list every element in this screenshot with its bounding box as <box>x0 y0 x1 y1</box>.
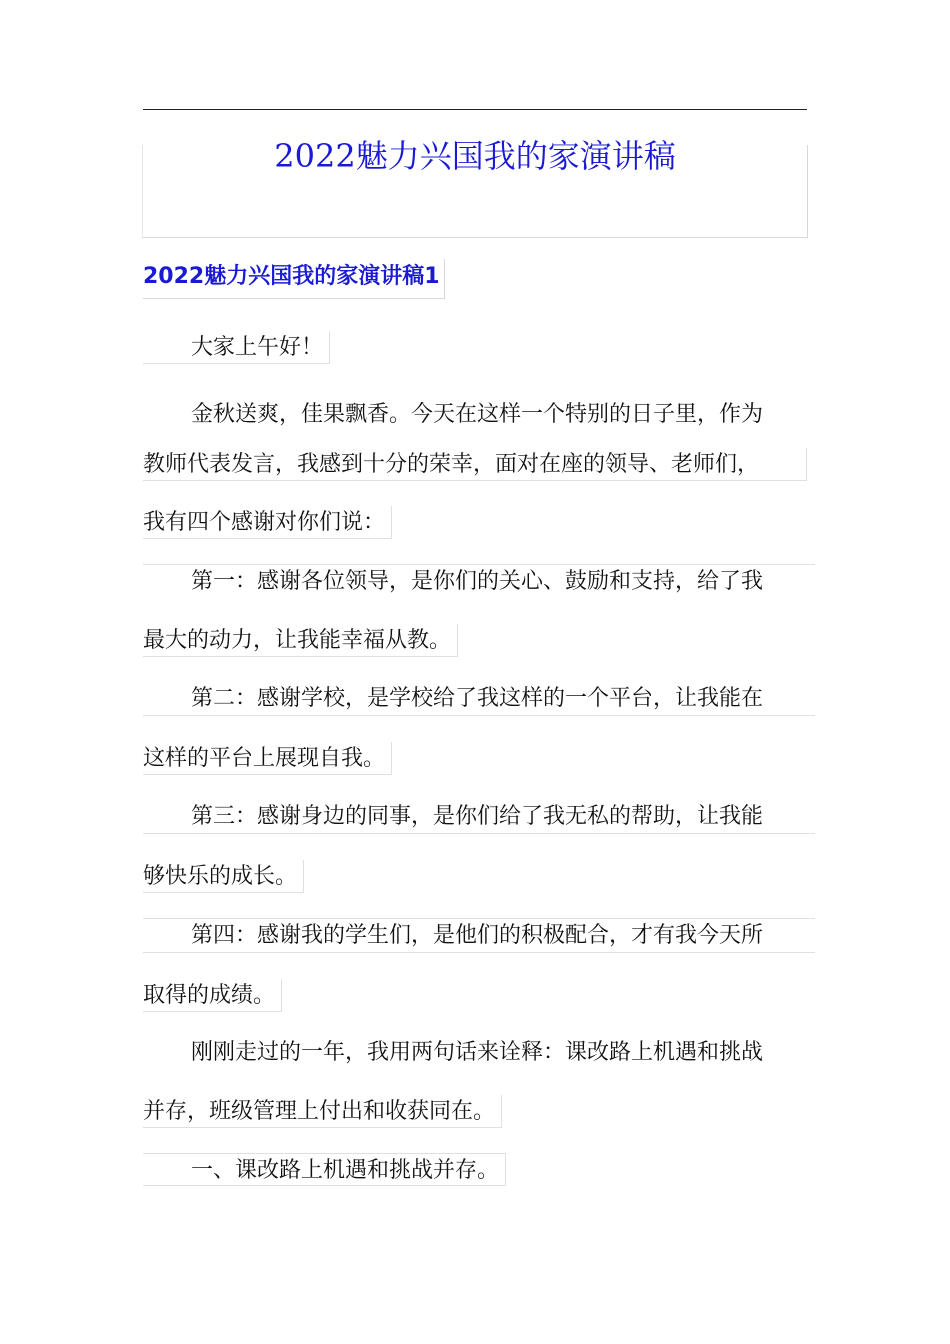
paragraph-summary <box>143 1036 815 1138</box>
paragraph-line: 第二：感谢学校，是学校给了我这样的一个平台，让我能在 <box>143 682 815 716</box>
top-rule <box>143 109 807 110</box>
paragraph-line: 第四：感谢我的学生们，是他们的积极配合，才有我今天所 <box>143 918 815 953</box>
paragraph-greeting <box>143 331 815 365</box>
paragraph-line: 够快乐的成长。 <box>143 860 304 893</box>
paragraph-thanks-3 <box>143 800 815 903</box>
document-title <box>143 137 807 175</box>
paragraph-thanks-2 <box>143 682 815 785</box>
title-box <box>142 137 808 238</box>
paragraph-line: 刚刚走过的一年，我用两句话来诠释：课改路上机遇和挑战 <box>191 1040 764 1065</box>
paragraph-line: 一、课改路上机遇和挑战并存。 <box>143 1153 506 1186</box>
paragraph-line: 第三：感谢身边的同事，是你们给了我无私的帮助，让我能 <box>143 800 815 834</box>
paragraph-line: 并存，班级管理上付出和收获同在。 <box>143 1095 502 1128</box>
paragraph-line: 金秋送爽，佳果飘香。今天在这样一个特别的日子里，作为 <box>191 402 764 427</box>
paragraph-line: 最大的动力，让我能幸福从教。 <box>143 624 458 657</box>
document-title-text: 2022魅力兴国我的家演讲稿 <box>274 137 676 175</box>
paragraph-thanks-4 <box>143 918 815 1022</box>
paragraph-line: 取得的成绩。 <box>143 979 282 1012</box>
paragraph-line: 这样的平台上展现自我。 <box>143 742 392 775</box>
paragraph-line: 第一：感谢各位领导，是你们的关心、鼓励和支持，给了我 <box>143 564 815 598</box>
section-heading: 2022魅力兴国我的家演讲稿1 <box>143 259 445 299</box>
paragraph-line: 教师代表发言，我感到十分的荣幸，面对在座的领导、老师们， <box>143 448 807 481</box>
paragraph-intro <box>143 398 815 549</box>
paragraph-line: 大家上午好！ <box>143 331 330 364</box>
paragraph-point-1 <box>143 1153 815 1187</box>
paragraph-thanks-1 <box>143 564 815 667</box>
paragraph-line: 我有四个感谢对你们说： <box>143 506 392 539</box>
